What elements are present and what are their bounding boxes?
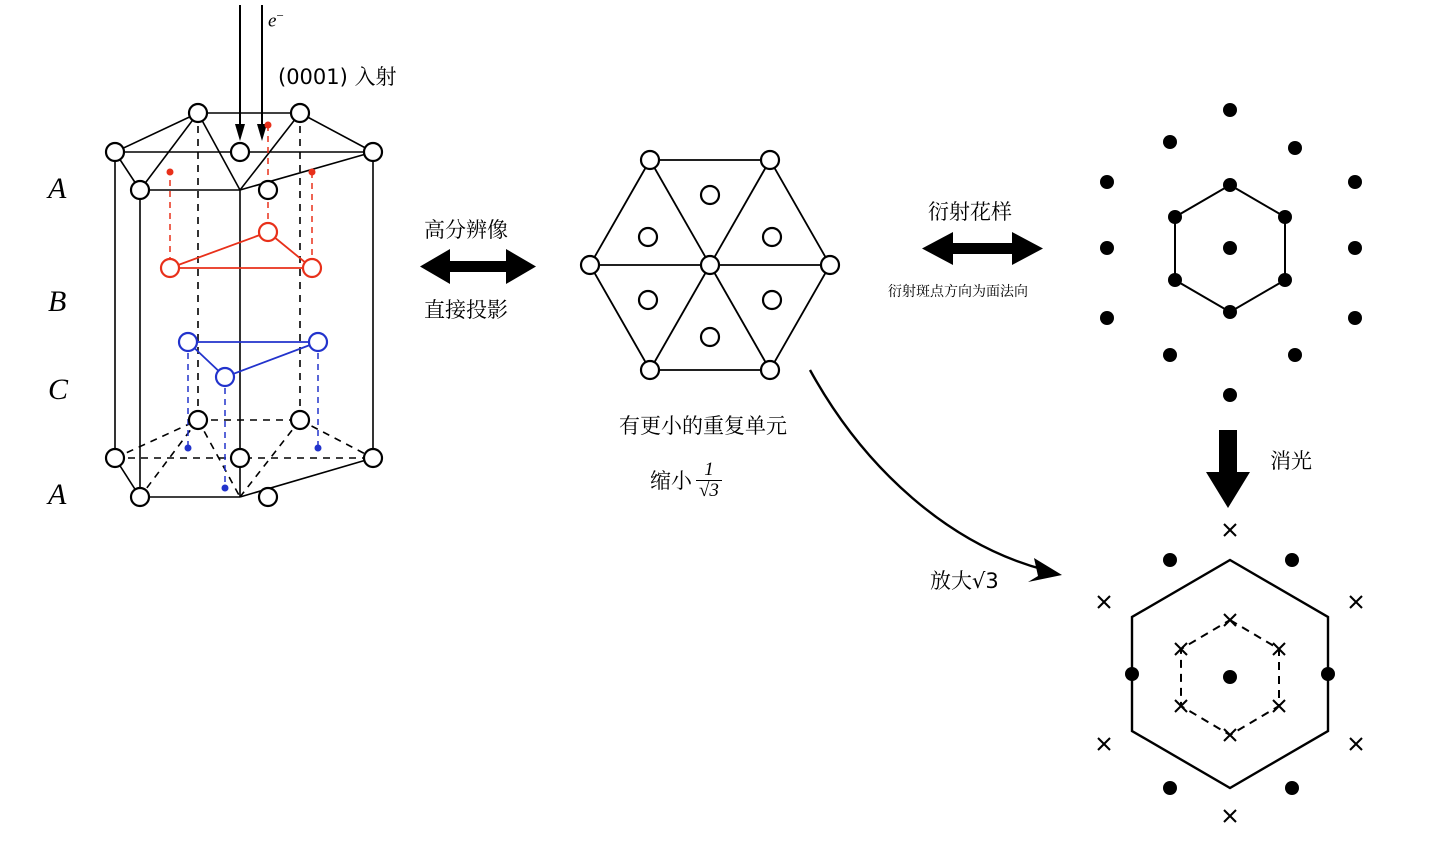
extinction-pattern-svg — [1060, 510, 1400, 860]
projection-caption-1: 有更小的重复单元 — [619, 414, 787, 438]
layer-label-a-top: A — [48, 172, 67, 205]
extinction-arrow — [1198, 430, 1258, 510]
arrow1-bottom-label: 直接投影 — [424, 298, 508, 322]
hcp-unit-cell-svg — [40, 0, 460, 580]
projected-hexagon-panel — [560, 130, 870, 390]
projection-caption-2 — [650, 460, 722, 501]
arrow2-bottom-label: 衍射斑点方向为面法向 — [888, 284, 1028, 300]
diffraction-pattern-svg — [1070, 80, 1400, 410]
layer-label-a-bottom: A — [48, 478, 67, 511]
magnify-curve-label: 放大√3 — [930, 569, 999, 593]
double-arrow-2 — [920, 228, 1045, 272]
hcp-unit-cell-panel — [40, 0, 460, 580]
magnify-curve-arrow — [790, 360, 1090, 600]
incidence-label: (0001) 入射 — [278, 65, 397, 89]
extinction-arrow-icon — [1198, 430, 1258, 510]
projection-fraction-denominator: √3 — [699, 479, 719, 501]
magnify-curve-arrow-icon — [790, 360, 1090, 600]
arrow1-top-label: 高分辨像 — [424, 218, 508, 242]
double-arrow-1-icon — [418, 245, 538, 291]
projection-fraction — [696, 460, 722, 501]
projection-caption-2-prefix: 缩小 — [650, 469, 692, 494]
arrow2-top-label: 衍射花样 — [928, 200, 1012, 224]
electron-charge-sup: − — [276, 8, 284, 23]
electron-label — [268, 8, 284, 32]
double-arrow-2-icon — [920, 228, 1045, 272]
extinction-pattern-panel — [1060, 510, 1400, 860]
projected-hexagon-svg — [560, 130, 870, 390]
double-arrow-1 — [418, 245, 538, 291]
extinction-label: 消光 — [1270, 449, 1312, 473]
layer-label-c: C — [48, 373, 69, 406]
diffraction-pattern-panel — [1070, 80, 1400, 410]
electron-symbol: e — [268, 10, 277, 32]
layer-label-b: B — [48, 285, 67, 318]
projection-fraction-numerator: 1 — [696, 460, 722, 481]
